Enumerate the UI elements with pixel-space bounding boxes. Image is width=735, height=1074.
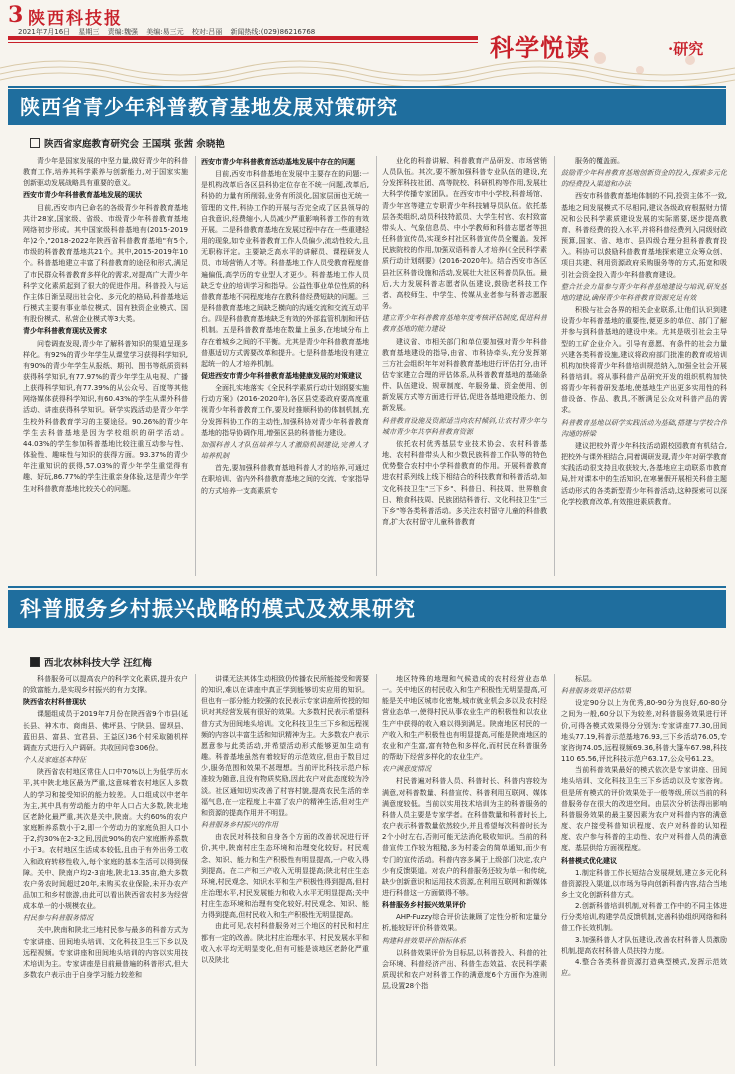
subsection-heading: 个人及家庭基本特征 bbox=[23, 756, 86, 765]
section-heading: 西安市青少年科普教育基地发展的现状 bbox=[23, 191, 142, 200]
article2-column-2 bbox=[201, 674, 369, 1070]
proofreader-credit: 校对:吕丽 bbox=[191, 28, 223, 36]
article1-column-1 bbox=[23, 156, 188, 580]
body-paragraph: 目前,西安市内已命名的各级青少年科普教育基地共计28家,国家级、省级、市级青少年科普教育基地网络初步形成。其中国家级科普基地有(2015-2019年)2个,"2018-2022年陕西省科普教育基地"有5个,市级的科普教育基地共21个。其中,2015-2019年10个。科普基地建立丰富了科普教育的途径和形式,满足了市民群众科普教育多样化的需求,对提高广大青少年科学文化素质起到了很大的促进作用。科普投入与运作主体日渐呈现出社会化、多元化的格局,科普基地运行模式主要有事业单位模式、国有独资企业模式、国有股份模式、私营企业模式等3大类。 bbox=[23, 203, 188, 324]
article2-column-4 bbox=[561, 674, 727, 1070]
masthead-rule-thin bbox=[8, 42, 478, 43]
column-divider bbox=[376, 674, 377, 1066]
section-heading: 科普服务乡村振兴效果评价 bbox=[382, 901, 466, 910]
body-paragraph: 首先,要加强科普教育基地科普人才的培养,可通过在职培训、省内外科普教育基地之间的交流、专家指导的方式培养一支高素质专 bbox=[201, 464, 369, 495]
body-paragraph: 青少年是国家发展的中坚力量,做好青少年的科普教育工作,培养其科学素养与创新能力,对于国家实施创新驱动发展战略具有重要的意义。 bbox=[23, 157, 188, 188]
body-paragraph: 标层。 bbox=[575, 675, 596, 683]
body-paragraph: 地区特殊的地理和气候造成的农村经营业态单一。关中地区的村民收入和生产积极性无明显提高,可能是关中地区城市化密集,城市就业机会多以及农村经营业态单一,使得村民从事农业生产的积极性和以农业生产中获得的收入难以得到满足。陕南地区村民的一产收入和生产积极性也有明显提高,可能是陕南地区的农业和产生富,富有特色和多样化,而村民在科普服务的帮助下经营多样化的农业生产。 bbox=[382, 675, 547, 762]
byline-square-icon bbox=[30, 138, 40, 148]
body-paragraph: 服务的覆盖面。 bbox=[575, 157, 624, 165]
subsection-heading: 鼓励青少年科普教育基地创新资金的投入,探索多元化的经费投入渠道和办法 bbox=[561, 169, 727, 189]
article1-column-4 bbox=[561, 156, 727, 580]
news-hotline: 新闻热线:(029)86216768 bbox=[230, 28, 316, 36]
body-paragraph: 关中,陕南和陕北三地村民参与最多的科普方式为专家讲座、田间地头培训、文化科技卫生三下乡以及远程视频。专家讲座和田间地头培训的内容以实用技术培训为主。专家讲座是目前最普遍的科普形式,但大多数农户表示由于自身学习能力较差和 bbox=[23, 926, 188, 980]
body-paragraph: 1.制定科普工作长短结合发展规划,建立多元化科普资源投入渠道,以市场为导向创新科普内容,结合当地乡土文化创新科普方式。 bbox=[561, 868, 727, 899]
headline-rule-top bbox=[8, 86, 726, 88]
article1-byline bbox=[30, 136, 225, 150]
issue-weekday: 星期三 bbox=[78, 28, 100, 36]
subsection-heading: 科普教育基地以研学实践活动为基础,搭建与学校合作沟通的桥梁 bbox=[561, 418, 727, 438]
editor-credit: 责编:魏强 bbox=[107, 28, 139, 36]
headline-rule-top bbox=[8, 586, 726, 588]
subsection-heading: 村民参与科普服务情况 bbox=[23, 914, 93, 923]
body-paragraph: 全面扎实地落实《全民科学素质行动计划纲要实施行动方案》(2016-2020年),各区县党委政府要高度重视青少年科普教育工作,要及时推顺科协的体制机制,充分发挥科协工作的主动性,加强科协对青少年科普教育基地的指导协调作用,增强区县的科普能力建设。 bbox=[201, 384, 369, 437]
column-divider bbox=[554, 156, 555, 576]
body-paragraph: 村民普遍对科普人员、科普时长、科普内容较为满意,对科普数量、科普宣传、科普利用互联网、媒体满意度较低。当前以实用技术培训为主的科普服务的科普人员主要是专家学者。在科普数量和科普时长上,农户表示科普数量依然较少,并且希望每次科普时长为2个小时左右,否则可能无法消化吸收知识。当前的科普宣传工作较为粗糙,多为村委会的简单通知,而少有专门的宣传活动。科普内容多属于上级部门决定,农户少有反馈渠道。对农户的科普服务还较为单一和传统,缺少创新意识和运用技术资源,在利用互联网和新媒体进行科普这一方面做得不够。 bbox=[382, 777, 547, 897]
subsection-heading: 农户满意度情况 bbox=[382, 765, 431, 774]
issue-date: 2021年7月16日 bbox=[18, 28, 71, 36]
body-paragraph: 课题组成员于2019年7月份在陕西省9个市县(延长县、神木市、商南县、佛坪县、宁陕县、留坝县、蓝田县、富县、宜君县、王益区)36个村采取随机样调查方式进行入户调研。共收回问卷306份。 bbox=[23, 710, 188, 752]
body-paragraph: 西安市科普教育基地体制的不同,投资主体不一致,基地之间发展模式不尽相同,建议各级政府根据财力情况和公民科学素质建设发展的实际需要,逐步提高教育、科普经费的投入水平,并将科普经费列入同级财政预算,国家、省、地市、县四级合理分担科普教育投入。科协可以鼓励科普教育基地探索建立众筹众创、项目共建、利用资源政府采购服务等的方式,拓宽和吸引社会资金投入青少年科普教育建设。 bbox=[561, 192, 727, 279]
column-divider bbox=[195, 674, 196, 1066]
subsection-heading: 科普服务乡村振兴的作用 bbox=[201, 821, 278, 830]
body-paragraph: 4.整合各类科普资源打造典型模式,发挥示范效应。 bbox=[561, 957, 727, 978]
column-title: 科学悦读 bbox=[490, 33, 590, 62]
article2-column-3 bbox=[382, 674, 547, 1070]
newspaper-name: 陕西科技报 bbox=[28, 9, 123, 29]
subsection-heading: 加强科普人才队伍培养与人才激励机制建设,完善人才培养机制 bbox=[201, 440, 369, 461]
section-heading: 陕西省农村科普现状 bbox=[23, 698, 86, 707]
article2-byline bbox=[30, 655, 152, 669]
article1-headline: 陕西省青少年科普教育基地发展对策研究 bbox=[8, 89, 726, 125]
section-heading: 西安市青少年科普教育活动基地发展中存在的问题 bbox=[201, 158, 355, 166]
section-heading: 促进西安市青少年科普教育基地健康发展的对策建议 bbox=[201, 371, 362, 380]
subsection-heading: 构建科普效果评价指标体系 bbox=[382, 936, 466, 945]
body-paragraph: 陕西省农村地区常住人口中70%以上为低学历水平,其中陕北地区最为严重,这意味着农村地区人多数人的学习和接受知识的能力较差。人口组成以中老年为主,其中具有劳动能力的中年人口占大多数,陕北地区老龄化最严重,其次是关中,陕南。大约60%的农户家庭断养系数小于2,即一个劳动力的家庭负担人口小于2,约30%在2-3之间,因此90%的农户家庭断养系数小于3。农村地区生活成本较低,且由于有外出务工收入和政府转移性收入,每个家庭的基本生活可以得到保障。关中、陕南户均2-3亩地,陕北13.35亩,绝大多数农户务农时间超过20年,未购买农业保险,未开办农产品加工和乡村旅游,由此可以看出陕西省农村多为经营成本单一的小规模农业。 bbox=[23, 768, 188, 911]
body-paragraph: 依托农村优秀基层专业技术协会、农村科普基地、农村科普带头人和少数民族科普工作队等的特色优势整合农村中小学科普教育的作用。开展科普教育进农村系列线上线下相结合的科技教育和科普活动,如文化科技卫生"三下乡"、科普日、科技周、世界粮食日、粮食科技周、民族团结科普行、文化科技卫生"三下乡"等各类科普活动。多关注农村留守儿童的科普教育,扩大农村留守儿童科普教育 bbox=[382, 439, 547, 526]
article1-authors: 陕西省家庭教育研究会 王国琪 张茜 余晓艳 bbox=[44, 139, 225, 150]
column-subtitle: ·研究 bbox=[668, 40, 704, 58]
article2-headline: 科普服务乡村振兴战略的模式及效果研究 bbox=[8, 590, 726, 628]
body-paragraph: 问卷调查发现,青少年了解科普知识的渠道呈现多样化。有92%的青少年学生从课堂学习获得科学知识,有90%的青少年学生从报纸、期刊、图书等纸质资料获得科学知识,有77.97%的青少年学生从电视、广播上获得科学知识,有77.39%的从公众号、百度等其他网络媒体获得科学知识,有60.43%的学生从课外科普活动、讲座获得科学知识。研学实践活动是青少年学生校外科普教育学习的主要途径。90.26%的青少年学生去科普基地是因为学校组织的研学活动。44.03%的学生参加科普基地比较注重互动参与性、体验性、趣味性与知识的获得方面。93.37%的青少年注重知识的获得,57.03%的青少年学生重觉得有趣、好玩,86.77%的学生注重亲身体验,这是青少年学生对科普教育基地比较关心的问题。 bbox=[23, 339, 188, 493]
body-paragraph: 业化的科普讲解、科普教育产品研发、市场营销人员队伍。其次,要不断加强科普专业队伍的建设,充分发挥科技社团、高等院校、科研机构等作用,发展壮大科学传播专家团队。在西安市中小学校,科普场馆、青少年宫等建立专职青少年科技辅导员队伍。依托基层各类组织,动员科技特派员、大学生村官、农村致富带头人、气象信息员、中小学教师和科普志愿者等担任科普宣传员,实现乡村社区科普宣传员全覆盖。发挥民族院校的作用,加强双语科普人才培养(《全民科学素质行动计划纲要》(2016-2020年)。结合西安市各区县社区科普设施和活动,发展壮大社区科普员队伍。最后,大力发展科普志愿者队伍建设,鼓励老科技工作者、高校师生、中学生、传媒从业者参与科普志愿服务。 bbox=[382, 157, 547, 311]
column-divider bbox=[376, 156, 377, 576]
body-paragraph: 积极与社会各界的相关企业联系,让他们认识到建设青少年科普基地的重要性,便更多的单位、部门了解并参与到科普基地的建设中来。尤其是吸引社会主导型的工矿企业介入。引导有意愿、有条件的社会力量兴建各类科普设施,建议将政府部门批准的教育或培训机构加快将青少年科普培训规范纳入,加强全社会开展科普培训。将从事科普产品研究开发的组织机构加快将青少年科普研发基地,使基地生产出更多实用性的科普设备、作品、教具,不断满足公众对科普产品的需求。 bbox=[561, 306, 727, 415]
section-heading: 科普模式优化建议 bbox=[561, 856, 617, 865]
body-paragraph: 由此可见,农村科普服务对三个地区的村民和村庄都有一定的改善。陕北村庄治理水平、村民发展水平和收入水平均无明显变化,但有可能是该地区老龄化严重以及陕北 bbox=[201, 922, 369, 964]
subsection-heading: 科普服务效果评估结果 bbox=[561, 687, 631, 696]
body-paragraph: 3.加强科普人才队伍建设,改善农村科普人员激励机制,提高农村科普人员扶持力度。 bbox=[561, 935, 727, 955]
body-paragraph: 2.创新科普培训机制,对科普工作中的不同主体进行分类培训,构建学员反馈机制,完善科协组织网络和科普工作长效机制。 bbox=[561, 902, 727, 933]
decorative-wave-banner bbox=[0, 48, 735, 86]
body-paragraph: 科普服务可以提高农户的科学文化素质,提升农户的致富能力,是实现乡村振兴的有力支撑。 bbox=[23, 675, 188, 695]
page-number: 3 bbox=[8, 2, 24, 28]
article2-authors: 西北农林科技大学 汪红梅 bbox=[44, 658, 152, 669]
byline-square-icon bbox=[30, 657, 40, 667]
masthead-rule bbox=[8, 36, 478, 40]
body-paragraph: 当前科普效果最好的模式依次是专家讲座、田间地头培训、文化科技卫生三下乡活动以及专家咨询。但是所有模式的评价效果处于一般等级,所以当前的科普服务存在很大的改进空间。由层次分析法得出影响科普服务效果的最主要因素为农户对科普内容的满意度、农户接受科普知识程度、农户对科普的认知程度、农户参与科普的主动性、农户对科普人员的满意度、基层供给方面视程度。 bbox=[561, 766, 727, 853]
body-paragraph: 建议把校外青少年科技活动跟校园教育有机结合,把校外与课外相结合,同着调研发现,青少年对研学教育实践活动很支持且收获较大,各基地应主动联系市教育局,针对课本中的生活知识,在寒暑假开展相关科普主题活动形式的各类新型青少年科普活动,这种探索可以深化学校教育改革,有效推进素质教育。 bbox=[561, 441, 727, 506]
subsection-heading: 整合社会力量参与青少年科普基地建设与培训,研发基地的建设,确保青少年科普教育资源充足有效 bbox=[561, 282, 727, 302]
column-divider bbox=[195, 156, 196, 576]
article1-column-2 bbox=[201, 156, 369, 580]
section-heading: 青少年科普教育现状及需求 bbox=[23, 327, 107, 336]
subsection-heading: 科普教育设施及资源适当向农村倾斜,让农村青少年与城市青少年共享科普教育资源 bbox=[382, 416, 547, 436]
article2-column-1 bbox=[23, 674, 188, 1070]
body-paragraph: 设定90分以上为优秀,80-90分为良好,60-80分之间为一般,60分以下为较差,对科普服务效果进行评价,可得各模式效果得分分别为:专家讲座77.30,田间地头77.19,科普示范基地76.93,三下乡活动76.05,专家咨询74.05,远程视频69.36,科普大篷车67.98,科技110 65.56,评比科技示范户63.17,公众号61.23。 bbox=[561, 699, 727, 764]
body-paragraph: 目前,西安市科普基地在发展中主要存在的问题:一是机构改革后各区县科协定位存在不统一问题,改革后,科协的力量有所削弱,业务有所淡化,国家层面也无统一管理的文件,科协工作的开展与否完全成了区县领导的自我意识,经费缩小,人员减少严重影响科普工作的有效开展。二是科普教育基地在发展过程中存在一些重建轻用的现象,如专业科普教育工作人员偏少,流动性较大,且无职称评定。主要缺乏高水平的讲解员、课程研发人员、市场营销人才等。科普基地工作人员受教育程度普遍偏低,高学历的专业型人才更少。科普基地工作人员缺乏专业的培训学习和指导。公益性事业单位性质的科普教育基地不同程度地存在教科普经费短缺的问题。三是科普教育基地之间缺乏横向的沟通交流和交流互动平台。四是科普教育基地缺乏有效的外部监管机制和评估机制。五是科普教育基地在数量上虽多,在地域分布上存在着城乡之间的不平衡。尤其是青少年科普教育基地普惠适切方式需要改革和提升。七是科普基地没有建立起统一的人才培养机制。 bbox=[201, 170, 369, 368]
body-paragraph: AHP-Fuzzy综合评价法兼顾了定性分析和定量分析,能较好评价科普效果。 bbox=[382, 913, 547, 933]
body-paragraph: 由农民对科技和自身各个方面的改善状况进行评价,其中,陕南村庄生态环境和治理变化较好。村民观念、知识、能力和生产积极性有明显提高,一户收入得到提高。在二产和三产收入无明显提高;陕北村庄生态环境,村民观念、知识水平和生产积极性得到提高,但村庄治理水平,村民发展能力和收入水平无明显提高;关中村庄生态环境和治理有变化较好,村民观念、知识、能力得到提高,但村民收入和生产积极性无明显提高。 bbox=[201, 833, 369, 920]
body-paragraph: 讲课无法其体生动相致仍传播农民所能接受和需要的知识,难以在讲座中真正学到能够切实应用的知识。但也有一部分能力较强的农民表示专家讲座所传授的知识对其经营发展有很好的效果。大多数村民表示希望科普方式为田间地头培训。文化科技卫生三下乡和远程视频的内容以丰富生活和知识精神为主。大多数农户表示愿意参与此类活动,并希望活动形式能够更加生动有趣。科普基地虽然有着较好的示范效应,但由于数目过少,服务范围和效果不甚理想。当前评比科技示范户标准较为随意,且没有物质奖励,因此农户对此态度较为冷淡。社区通知切实改善了村容村貌,提高农民生活的幸福气息,在一定程度上丰富了农户的精神生活,但对生产和资源的提高作用并不明显。 bbox=[201, 675, 369, 817]
subsection-heading: 建立青少年科普教育基地年度考核评估制度,促进科普教育基地的能力建设 bbox=[382, 314, 547, 334]
column-divider bbox=[554, 674, 555, 1066]
article1-column-3 bbox=[382, 156, 547, 580]
designer-credit: 美编:易三元 bbox=[146, 28, 184, 36]
body-paragraph: 建议省、市相关部门和单位要加强对青少年科普教育基地建设的指导,由省、市科协牵头,充分发挥第三方社会组织年年对科普教育基地进行评估打分,由评估专家建立合理的评估体系,从科普教育基地的基础条件、队伍建设、规章制度、年服务量、资金使用、创新发展方式等方面进行评估,促进各基地建设能力、创新发展。 bbox=[382, 337, 547, 413]
body-paragraph: 以科普效果评价为目标层,以科普投入、科普的社会环境、科普经济产出、科普生态效益、农民科学素质现状和农户对科普工作的满意度6个方面作为准则层,设置28个指 bbox=[382, 948, 547, 991]
